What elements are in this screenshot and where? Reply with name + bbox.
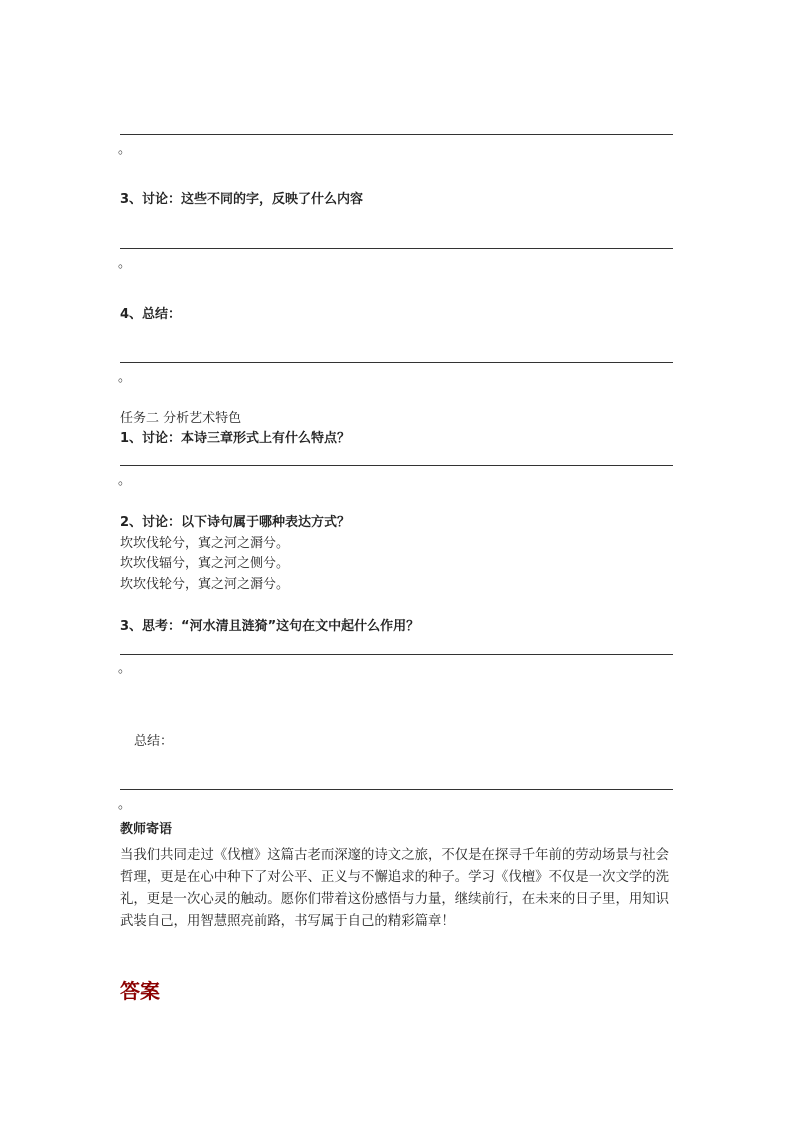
teacher-message-heading: 教师寄语: [120, 822, 173, 837]
question-task2-2: 2、讨论：以下诗句属于哪种表达方式？: [120, 515, 351, 530]
verse-line: 坎坎伐轮兮，寘之河之漘兮。: [120, 536, 290, 551]
question-task1-4: 4、总结：: [120, 307, 182, 322]
question-task1-3: 3、讨论：这些不同的字，反映了什么内容: [120, 192, 364, 207]
answer-line[interactable]: [120, 362, 673, 363]
line-end-period: 。: [118, 473, 132, 488]
answer-line[interactable]: [120, 134, 673, 135]
question-task2-1: 1、讨论：本诗三章形式上有什么特点？: [120, 431, 351, 446]
question-task2-3: 3、思考：“河水清且涟猗”这句在文中起什么作用？: [120, 619, 420, 634]
line-end-period: 。: [118, 797, 132, 812]
task2-title: 任务二 分析艺术特色: [120, 411, 242, 426]
answer-line[interactable]: [120, 654, 673, 655]
answer-line[interactable]: [120, 465, 673, 466]
teacher-message-text: 当我们共同走过《伐檀》这篇古老而深邃的诗文之旅，不仅是在探寻千年前的劳动场景与社会哲理，更是在心中种下了对公平、正义与不懈追求的种子。学习《伐檀》不仅是一次文学的洗礼，更是一次心灵的触动。愿你们带着这份感悟与力量，继续前行，在未来的日子里，用知识武装自己，用智慧照亮前路，书写属于自己的精彩篇章！: [120, 848, 670, 929]
summary-label: 总结：: [134, 734, 174, 749]
answer-heading: 答案: [120, 979, 160, 1003]
answer-line[interactable]: [120, 248, 673, 249]
line-end-period: 。: [118, 661, 132, 676]
verse-line: 坎坎伐轮兮，寘之河之漘兮。: [120, 577, 290, 592]
line-end-period: 。: [118, 142, 132, 157]
line-end-period: 。: [118, 370, 132, 385]
answer-line[interactable]: [120, 789, 673, 790]
line-end-period: 。: [118, 256, 132, 271]
verse-line: 坎坎伐辐兮，寘之河之侧兮。: [120, 556, 290, 571]
